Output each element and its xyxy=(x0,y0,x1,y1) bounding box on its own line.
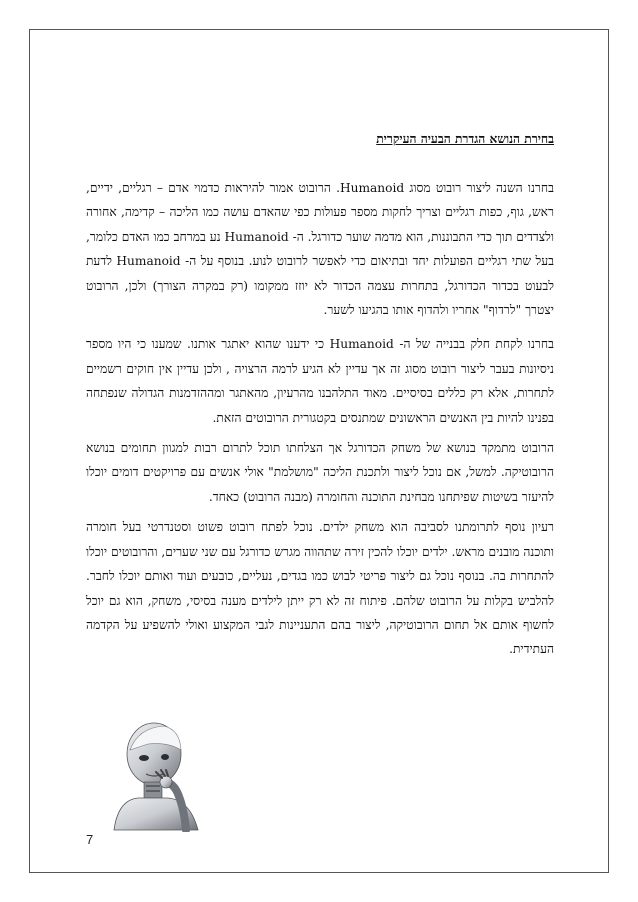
paragraph-1: בחרנו השנה ליצור רובוט מסוג Humanoid. הרובוט אמור להיראות כדמוי אדם – רגליים, ידיים, ראש, גוף, כפות רגליים וצריך לחקות מספר פעולות כפי שהאדם עושה כמו הליכה – קדימה, אחורה ולצדדים תוך כדי התבוננות, הוא מדמה שוער כדורגל. ה- Humanoid נע במרחב כמו האדם כלומר, בעל שתי רגליים הפועלות יחד ובתיאום כדי לאפשר לרובוט לנוע. בנוסף על ה- Humanoid לדעת לבעוט בכדור הכדורגל, בתחרות עצמה הכדור לא יוזז ממקומו (רק במקרה הצורך) ולכן, הרובוט יצטרך "לרדוף" אחריו ולהדוף אותו בהגיעו לשער. xyxy=(86,181,554,318)
paragraph-4: רעיון נוסף לתרומתנו לסביבה הוא משחק ילדים. נוכל לפתח רובוט פשוט וסטנדרטי בעל חומרה ותוכנה מובנים מראש. ילדים יוכלו להכין זירה שתהווה מגרש כדורגל עם שני שערים, והרובוטים יוכלו להתחרות בה. בנוסף נוכל גם ליצור פריטי לבוש כמו בגדים, נעליים, כובעים ועוד ואותם יוכלו לחבר. להלביש בקלות על הרובוט שלהם. פיתוח זה לא רק ייתן לילדים מענה בסיסי, משחק, הוא גם יוכל לחשוף אותם אל תחום הרובוטיקה, ליצור בהם התעניינות לגבי המקצוע ואולי להשפיע על הקדמה העתידית. xyxy=(86,520,554,657)
document-body xyxy=(86,128,554,668)
page-title: בחירת הנושא הגדרת הבעיה העיקרית xyxy=(376,132,554,146)
paragraph-2: בחרנו לקחת חלק בבנייה של ה- Humanoid כי ידענו שהוא יאתגר אותנו. שמענו כי היו מספר ניסיונות בעבר ליצור רובוט מסוג זה אך עדיין לא הגיע לרמה הרצויה , ולכן עדיין אין חוקים רשמיים לתחרות, אלא רק כללים בסיסיים. מאוד התלהבנו מהרעיון, מהאתגר ומההזדמנות הגדולה שנפתחה בפנינו להיות בין האנשים הראשונים שמתנסים בקטגורית הרובוטים הזאת. xyxy=(86,337,554,425)
humanoid-robot-thinking-icon xyxy=(108,720,204,832)
page-number: 7 xyxy=(86,832,94,847)
paragraph-3: הרובוט מתמקד בנושא של משחק הכדורגל אך הצלחתו תוכל לתרום רבות למגוון תחומים בנושא הרובוטיקה. למשל, אם נוכל ליצור ולתכנת הליכה "מושלמת" אולי אנשים עם פרויקטים דומים יוכלו להיעזר בשיטות שפיתחנו מבחינת התוכנה והחומרה (מבנה הרובוט) כאחד. xyxy=(86,441,554,504)
